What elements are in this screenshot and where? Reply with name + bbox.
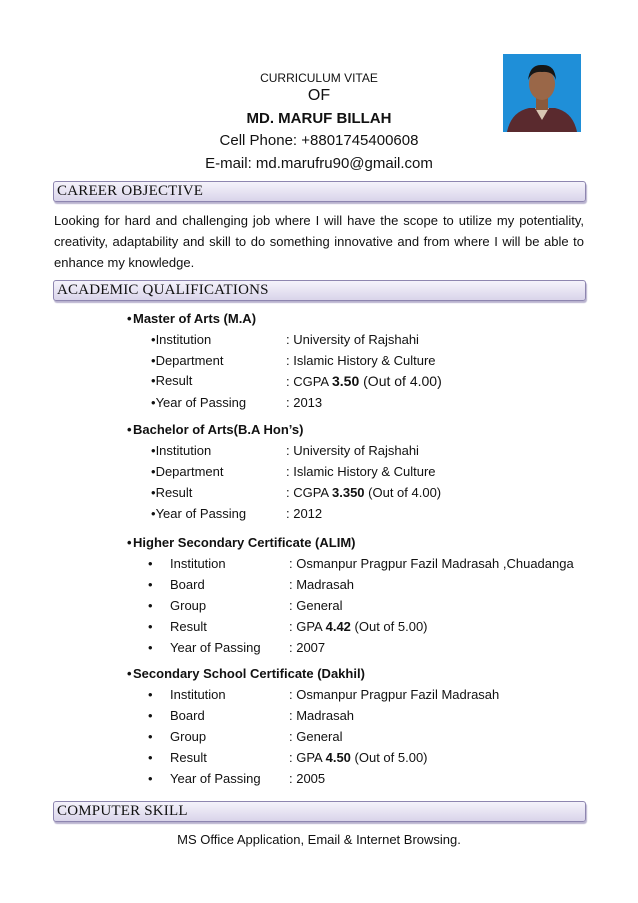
- result-prefix: : GPA: [289, 750, 326, 765]
- result-scale: (Out of 4.00): [364, 485, 442, 500]
- result-prefix: : GPA: [289, 619, 326, 634]
- result-score: 3.50: [332, 373, 360, 389]
- bullet-icon: •: [148, 729, 153, 744]
- detail-value: : 2007: [289, 640, 326, 655]
- detail-value: : 2012: [286, 506, 323, 521]
- section-title: ACADEMIC QUALIFICATIONS: [57, 282, 269, 298]
- objective-paragraph: Looking for hard and challenging job where I will have the scope to utilize my potentiality, creativity, adaptability and skill to do something innovative and from where I will be able to enhance my knowledge.: [54, 213, 584, 270]
- detail-label: Year of Passing: [170, 771, 261, 786]
- computer-skill-text: MS Office Application, Email & Internet Browsing.: [177, 832, 461, 847]
- degree-title: • Secondary School Certificate (Dakhil): [133, 666, 365, 681]
- detail-label: • Department: [151, 464, 223, 479]
- detail-value: : Osmanpur Pragpur Fazil Madrasah ,Chuadanga: [289, 556, 574, 571]
- detail-value: [289, 619, 428, 634]
- email-line: E-mail: md.marufru90@gmail.com: [205, 155, 433, 172]
- section-academic-qualifications: [53, 280, 586, 301]
- detail-label: Result: [170, 619, 207, 634]
- detail-value: : University of Rajshahi: [286, 332, 419, 347]
- detail-value: [286, 485, 441, 500]
- detail-label: Result: [170, 750, 207, 765]
- section-title: COMPUTER SKILL: [57, 803, 188, 819]
- detail-value: : 2013: [286, 395, 323, 410]
- degree-title: • Higher Secondary Certificate (ALIM): [133, 535, 356, 550]
- detail-value: : 2005: [289, 771, 326, 786]
- bullet-icon: •: [148, 640, 153, 655]
- detail-value: : Madrasah: [289, 708, 355, 723]
- result-score: 4.50: [325, 750, 351, 765]
- detail-value: [289, 750, 428, 765]
- degree-title: • Master of Arts (M.A): [133, 311, 256, 326]
- result-scale: (Out of 5.00): [350, 619, 428, 634]
- bullet-icon: •: [148, 598, 153, 613]
- section-title: CAREER OBJECTIVE: [57, 183, 204, 199]
- result-scale: (Out of 5.00): [350, 750, 428, 765]
- cv-title: CURRICULUM VITAE: [260, 71, 378, 85]
- degree-title: • Bachelor of Arts(B.A Hon’s): [133, 422, 303, 437]
- result-prefix: : CGPA: [286, 485, 332, 500]
- detail-label: Board: [170, 577, 205, 592]
- result-scale: (Out of 4.00): [359, 373, 442, 389]
- detail-value: : Islamic History & Culture: [286, 464, 436, 479]
- detail-label: Group: [170, 729, 207, 744]
- phone-line: Cell Phone: +8801745400608: [219, 132, 419, 149]
- detail-label: • Result: [151, 373, 192, 388]
- detail-value: : Madrasah: [289, 577, 355, 592]
- detail-value: : Osmanpur Pragpur Fazil Madrasah: [289, 687, 500, 702]
- detail-label: Group: [170, 598, 207, 613]
- detail-label: Institution: [170, 687, 226, 702]
- detail-label: • Result: [151, 485, 192, 500]
- detail-label: • Institution: [151, 332, 211, 347]
- bullet-icon: •: [148, 619, 153, 634]
- detail-value: : General: [289, 729, 343, 744]
- detail-value: : General: [289, 598, 343, 613]
- bullet-icon: •: [148, 687, 153, 702]
- result-score: 4.42: [325, 619, 351, 634]
- cv-of: OF: [307, 87, 331, 104]
- bullet-icon: •: [148, 577, 153, 592]
- result-prefix: : CGPA: [286, 374, 332, 389]
- detail-label: • Department: [151, 353, 223, 368]
- detail-label: • Institution: [151, 443, 211, 458]
- section-career-objective: [53, 181, 586, 202]
- detail-value: : University of Rajshahi: [286, 443, 419, 458]
- bullet-icon: •: [148, 708, 153, 723]
- detail-value: : Islamic History & Culture: [286, 353, 436, 368]
- profile-photo: [503, 54, 581, 132]
- detail-label: Year of Passing: [170, 640, 261, 655]
- detail-label: Board: [170, 708, 205, 723]
- result-score: 3.350: [332, 485, 365, 500]
- detail-value: [286, 373, 442, 389]
- detail-label: Institution: [170, 556, 226, 571]
- detail-label: • Year of Passing: [151, 395, 246, 410]
- candidate-name: MD. MARUF BILLAH: [246, 110, 392, 127]
- bullet-icon: •: [148, 556, 153, 571]
- bullet-icon: •: [148, 771, 153, 786]
- bullet-icon: •: [148, 750, 153, 765]
- section-computer-skill: [53, 801, 586, 822]
- detail-label: • Year of Passing: [151, 506, 246, 521]
